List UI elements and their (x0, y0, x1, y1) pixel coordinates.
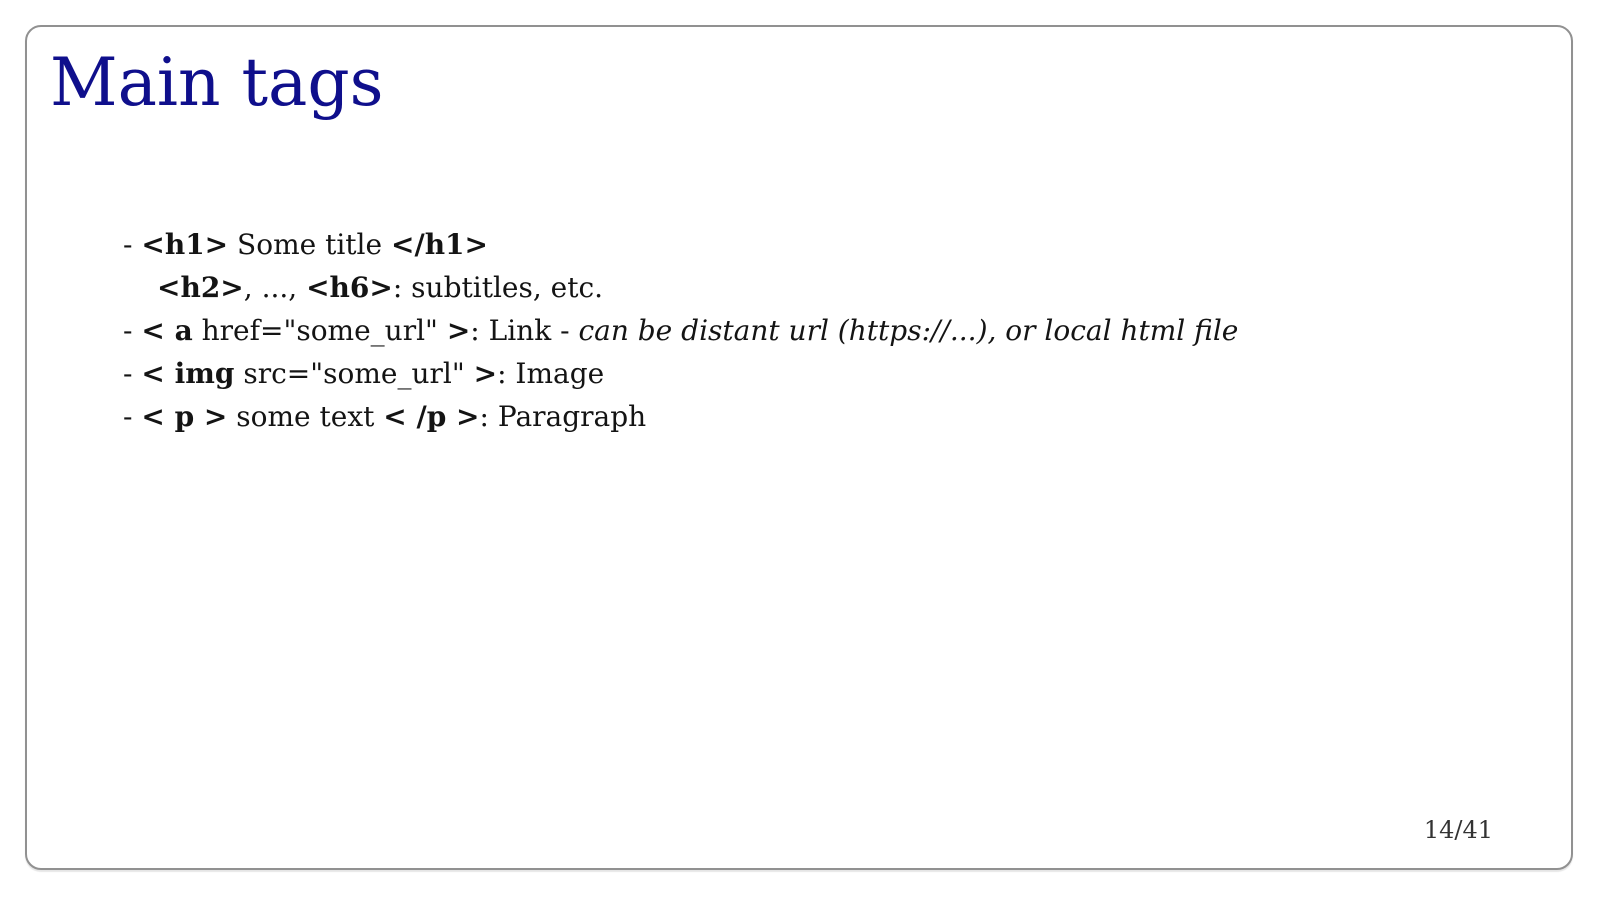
text-segment: <h2> (157, 271, 244, 304)
text-segment: : Link - (470, 314, 579, 347)
list-line (123, 395, 1423, 438)
text-segment: - (123, 357, 142, 390)
text-segment: <h6> (306, 271, 393, 304)
text-segment: < img (141, 357, 235, 390)
text-segment: < /p > (383, 400, 480, 433)
text-segment: href="some_url" (192, 314, 447, 347)
text-segment: Some title (228, 228, 391, 261)
bullet-list (123, 223, 1423, 438)
list-line (123, 309, 1423, 352)
text-segment: - (123, 228, 142, 261)
text-segment: <h1> (141, 228, 229, 261)
text-segment: > (473, 357, 498, 390)
text-segment: < a (141, 314, 193, 347)
page-number: 14/41 (1423, 816, 1493, 844)
list-line (123, 223, 1423, 266)
list-line (123, 266, 1423, 309)
text-segment: < p > (141, 400, 228, 433)
text-segment: > (446, 314, 471, 347)
list-line (123, 352, 1423, 395)
text-segment: - (123, 400, 142, 433)
text-segment: - (123, 314, 142, 347)
text-segment: , ..., (243, 271, 307, 304)
page-title: Main tags (50, 44, 384, 121)
text-segment: </h1> (391, 228, 488, 261)
text-segment: : Image (497, 357, 605, 390)
text-segment: : Paragraph (479, 400, 647, 433)
text-segment: src="some_url" (234, 357, 474, 390)
text-segment: can be distant url (https://...), or local html file (578, 314, 1239, 347)
slide (25, 25, 1573, 870)
text-segment: : subtitles, etc. (392, 271, 604, 304)
text-segment: some text (227, 400, 384, 433)
